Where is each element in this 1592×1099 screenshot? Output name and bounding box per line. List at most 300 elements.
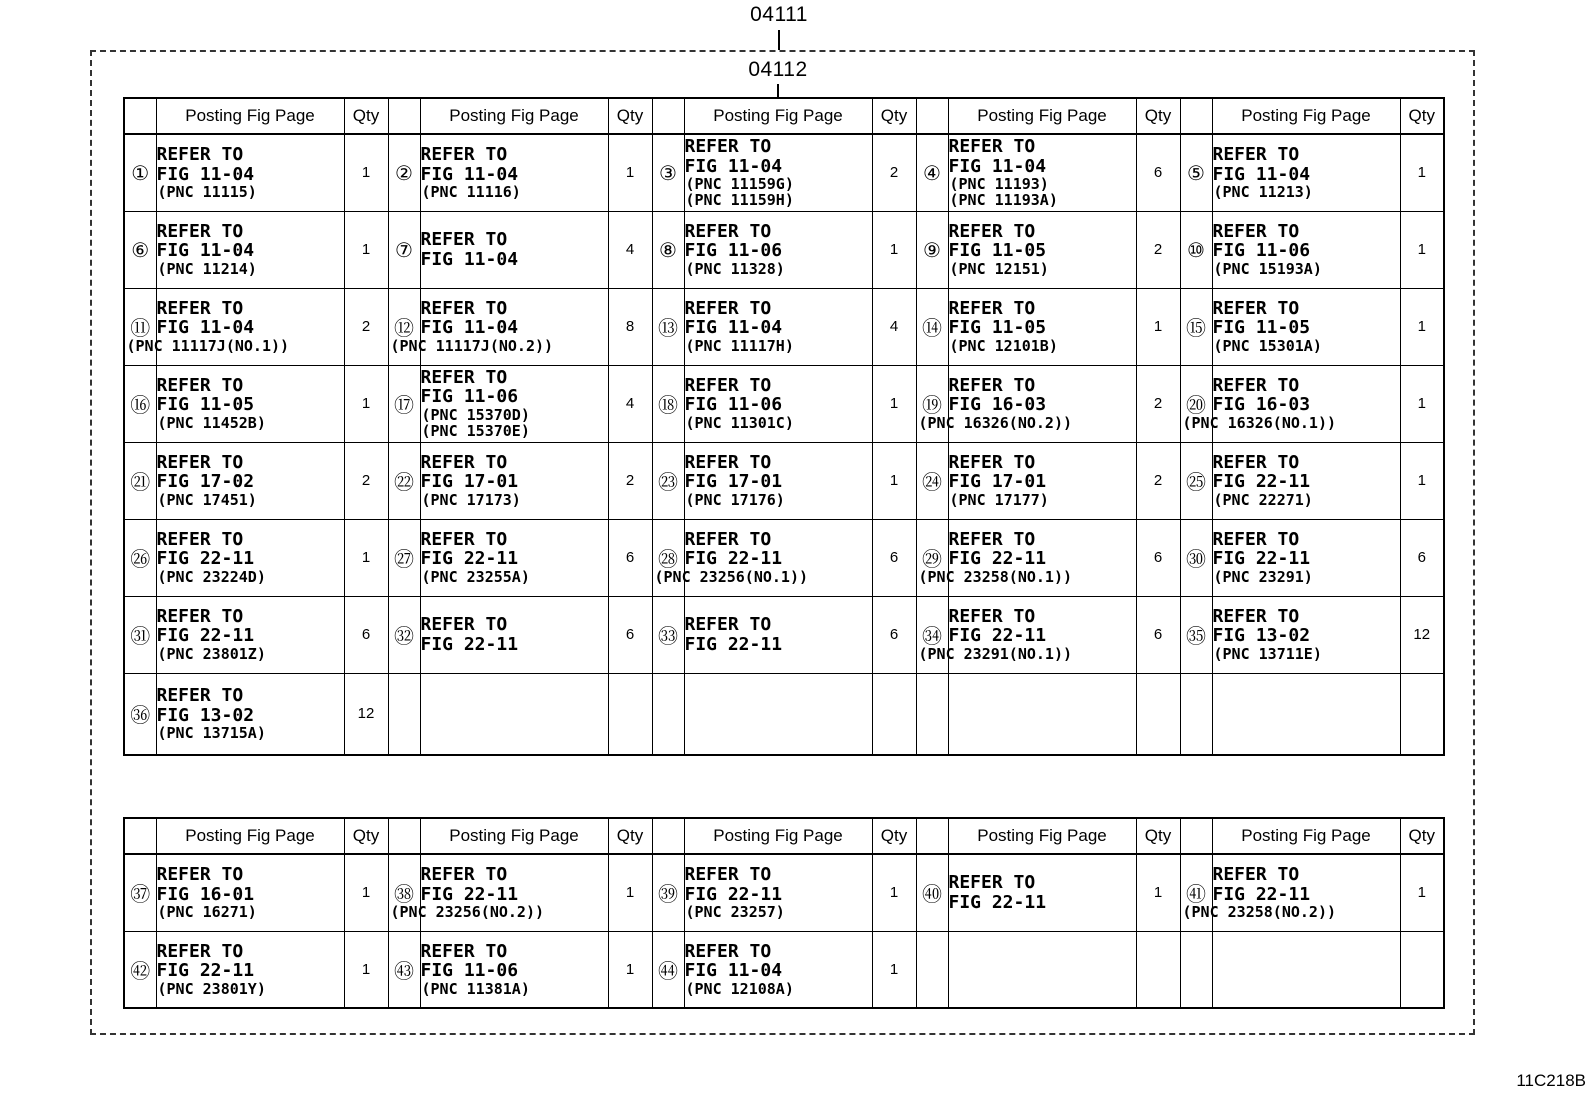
pnc-number: (PNC 11116) xyxy=(421,183,521,202)
item-number: ⑧ xyxy=(652,211,684,288)
reference-line: REFER TO xyxy=(684,940,772,962)
posting-fig-page xyxy=(156,596,344,673)
posting-fig-page xyxy=(156,519,344,596)
quantity: 1 xyxy=(1400,365,1444,442)
reference-line: FIG 11-06 xyxy=(420,386,519,408)
header-qty: Qty xyxy=(872,98,916,134)
header-qty: Qty xyxy=(344,818,388,854)
quantity: 1 xyxy=(1400,854,1444,931)
reference-line: REFER TO xyxy=(1212,374,1300,396)
posting-fig-page xyxy=(156,365,344,442)
pnc-number: (PNC 15370E) xyxy=(421,421,530,440)
reference-line: REFER TO xyxy=(156,940,244,962)
posting-fig-page xyxy=(684,442,872,519)
item-number: ㊷ xyxy=(124,931,156,1008)
posting-fig-page xyxy=(684,288,872,365)
quantity: 4 xyxy=(608,365,652,442)
item-number xyxy=(916,931,948,1008)
header-item-number xyxy=(124,98,156,134)
item-number: ⑪ xyxy=(124,288,156,365)
reference-line: REFER TO xyxy=(948,297,1036,319)
reference-line: FIG 13-02 xyxy=(156,704,255,726)
item-number: ⑭ xyxy=(916,288,948,365)
header-qty: Qty xyxy=(1400,98,1444,134)
item-number: ㉓ xyxy=(652,442,684,519)
pnc-number: (PNC 12101B) xyxy=(949,336,1058,355)
header-qty: Qty xyxy=(608,818,652,854)
item-number: ⑲ xyxy=(916,365,948,442)
pnc-number: (PNC 23256(NO.2)) xyxy=(390,903,545,922)
reference-line: FIG 22-11 xyxy=(420,633,519,655)
item-number: ㉙ xyxy=(916,519,948,596)
reference-line: REFER TO xyxy=(156,528,244,550)
pnc-number: (PNC 16271) xyxy=(157,903,257,922)
reference-line: REFER TO xyxy=(420,940,508,962)
reference-line: REFER TO xyxy=(420,864,508,886)
reference-line: REFER TO xyxy=(684,451,772,473)
reference-line: FIG 11-04 xyxy=(684,155,783,177)
leader-line-04112 xyxy=(777,84,779,98)
reference-line: REFER TO xyxy=(156,864,244,886)
reference-line: REFER TO xyxy=(1212,144,1300,166)
header-item-number xyxy=(1180,818,1212,854)
reference-line: REFER TO xyxy=(948,528,1036,550)
reference-line: REFER TO xyxy=(1212,220,1300,242)
reference-line: REFER TO xyxy=(156,297,244,319)
reference-line: REFER TO xyxy=(156,685,244,707)
table-row xyxy=(124,596,1444,673)
item-number: ㉘ xyxy=(652,519,684,596)
header-item-number xyxy=(388,818,420,854)
quantity: 12 xyxy=(1400,596,1444,673)
header-posting-fig-page: Posting Fig Page xyxy=(156,818,344,854)
parts-table-top xyxy=(123,97,1445,756)
posting-fig-page xyxy=(156,931,344,1008)
header-qty: Qty xyxy=(608,98,652,134)
item-number: ⑰ xyxy=(388,365,420,442)
reference-line: FIG 11-06 xyxy=(420,960,519,982)
quantity: 4 xyxy=(872,288,916,365)
quantity: 2 xyxy=(1136,211,1180,288)
pnc-number: (PNC 11117J(NO.2)) xyxy=(390,336,554,355)
pnc-number: (PNC 23255A) xyxy=(421,567,530,586)
quantity xyxy=(872,673,916,755)
reference-line: REFER TO xyxy=(1212,864,1300,886)
reference-line: REFER TO xyxy=(684,220,772,242)
reference-line: REFER TO xyxy=(156,451,244,473)
reference-line: REFER TO xyxy=(420,528,508,550)
item-number: ㉗ xyxy=(388,519,420,596)
reference-line: REFER TO xyxy=(1212,451,1300,473)
item-number xyxy=(388,673,420,755)
item-number: ㉕ xyxy=(1180,442,1212,519)
reference-line: FIG 11-04 xyxy=(420,317,519,339)
pnc-number: (PNC 23224D) xyxy=(157,567,266,586)
reference-line: REFER TO xyxy=(420,451,508,473)
posting-fig-page xyxy=(156,854,344,931)
header-posting-fig-page: Posting Fig Page xyxy=(420,98,608,134)
posting-fig-page xyxy=(1212,519,1400,596)
quantity: 1 xyxy=(1400,211,1444,288)
reference-line: REFER TO xyxy=(420,366,508,388)
posting-fig-page xyxy=(420,931,608,1008)
reference-line: FIG 11-04 xyxy=(948,155,1047,177)
reference-line: REFER TO xyxy=(684,297,772,319)
reference-line: FIG 22-11 xyxy=(684,548,783,570)
item-number: ⑥ xyxy=(124,211,156,288)
reference-line: REFER TO xyxy=(684,136,772,158)
reference-line: REFER TO xyxy=(948,872,1036,894)
header-item-number xyxy=(388,98,420,134)
reference-line: FIG 22-11 xyxy=(1212,471,1311,493)
pnc-number: (PNC 11115) xyxy=(157,183,257,202)
reference-line: FIG 17-01 xyxy=(684,471,783,493)
item-number: ㉖ xyxy=(124,519,156,596)
quantity: 1 xyxy=(872,442,916,519)
item-number xyxy=(1180,673,1212,755)
item-number: ⑮ xyxy=(1180,288,1212,365)
posting-fig-page xyxy=(420,365,608,442)
item-number: ② xyxy=(388,134,420,211)
item-number: ④ xyxy=(916,134,948,211)
quantity xyxy=(1400,931,1444,1008)
quantity: 1 xyxy=(1136,288,1180,365)
header-posting-fig-page: Posting Fig Page xyxy=(948,818,1136,854)
item-number: ㊶ xyxy=(1180,854,1212,931)
item-number xyxy=(652,673,684,755)
quantity: 1 xyxy=(344,931,388,1008)
pnc-number: (PNC 11159G) xyxy=(685,175,794,193)
header-posting-fig-page: Posting Fig Page xyxy=(948,98,1136,134)
reference-line: FIG 22-11 xyxy=(684,633,783,655)
posting-fig-page xyxy=(684,211,872,288)
posting-fig-page xyxy=(156,442,344,519)
header-item-number xyxy=(124,818,156,854)
table-row xyxy=(124,365,1444,442)
posting-fig-page xyxy=(948,442,1136,519)
reference-line: FIG 22-11 xyxy=(420,548,519,570)
item-number xyxy=(1180,931,1212,1008)
item-number: ㉜ xyxy=(388,596,420,673)
table-row xyxy=(124,288,1444,365)
pnc-number: (PNC 23258(NO.1)) xyxy=(918,567,1073,586)
header-qty: Qty xyxy=(344,98,388,134)
quantity: 1 xyxy=(608,854,652,931)
posting-fig-page xyxy=(948,673,1136,755)
reference-line: FIG 11-04 xyxy=(684,317,783,339)
reference-line: FIG 22-11 xyxy=(1212,883,1311,905)
quantity: 2 xyxy=(1136,365,1180,442)
item-number: ⑨ xyxy=(916,211,948,288)
header-posting-fig-page: Posting Fig Page xyxy=(156,98,344,134)
quantity: 2 xyxy=(872,134,916,211)
reference-line: FIG 16-03 xyxy=(948,394,1047,416)
header-posting-fig-page: Posting Fig Page xyxy=(1212,98,1400,134)
posting-fig-page xyxy=(948,211,1136,288)
item-number: ⑤ xyxy=(1180,134,1212,211)
posting-fig-page xyxy=(420,211,608,288)
header-qty: Qty xyxy=(1400,818,1444,854)
posting-fig-page xyxy=(420,134,608,211)
item-number: ㉝ xyxy=(652,596,684,673)
quantity: 1 xyxy=(344,365,388,442)
reference-line: FIG 22-11 xyxy=(156,625,255,647)
quantity: 6 xyxy=(1136,134,1180,211)
quantity: 2 xyxy=(344,442,388,519)
reference-line: FIG 17-01 xyxy=(420,471,519,493)
reference-line: REFER TO xyxy=(156,605,244,627)
posting-fig-page xyxy=(948,854,1136,931)
pnc-number: (PNC 11117J(NO.1)) xyxy=(126,336,290,355)
item-number: ㉒ xyxy=(388,442,420,519)
reference-line: FIG 11-06 xyxy=(1212,240,1311,262)
item-number: ㉟ xyxy=(1180,596,1212,673)
reference-line: REFER TO xyxy=(948,220,1036,242)
quantity: 6 xyxy=(1136,596,1180,673)
header-item-number xyxy=(916,98,948,134)
assembly-label-04111: 04111 xyxy=(750,3,808,26)
assembly-label-04112: 04112 xyxy=(748,58,808,81)
header-qty: Qty xyxy=(872,818,916,854)
table-row xyxy=(124,931,1444,1008)
reference-line: FIG 22-11 xyxy=(948,548,1047,570)
item-number: ㊵ xyxy=(916,854,948,931)
posting-fig-page xyxy=(420,596,608,673)
quantity: 2 xyxy=(1136,442,1180,519)
quantity: 1 xyxy=(872,931,916,1008)
posting-fig-page xyxy=(420,442,608,519)
reference-line: REFER TO xyxy=(684,864,772,886)
reference-line: REFER TO xyxy=(156,374,244,396)
quantity: 1 xyxy=(1136,854,1180,931)
reference-line: FIG 11-05 xyxy=(156,394,255,416)
reference-line: FIG 22-11 xyxy=(684,883,783,905)
posting-fig-page xyxy=(1212,673,1400,755)
item-number: ⑱ xyxy=(652,365,684,442)
item-number: ⑬ xyxy=(652,288,684,365)
posting-fig-page xyxy=(156,673,344,755)
pnc-number: (PNC 11193A) xyxy=(949,191,1058,210)
reference-line: FIG 16-03 xyxy=(1212,394,1311,416)
table-row xyxy=(124,673,1444,755)
posting-fig-page xyxy=(948,288,1136,365)
reference-line: REFER TO xyxy=(420,144,508,166)
reference-line: REFER TO xyxy=(948,605,1036,627)
item-number: ㊳ xyxy=(388,854,420,931)
pnc-number: (PNC 11193) xyxy=(949,175,1049,193)
quantity xyxy=(1136,931,1180,1008)
header-item-number xyxy=(652,98,684,134)
reference-line: REFER TO xyxy=(420,614,508,636)
item-number: ㉑ xyxy=(124,442,156,519)
pnc-number: (PNC 16326(NO.1)) xyxy=(1182,413,1337,432)
item-number: ⑳ xyxy=(1180,365,1212,442)
quantity: 6 xyxy=(1400,519,1444,596)
posting-fig-page xyxy=(156,211,344,288)
reference-line: FIG 11-06 xyxy=(684,394,783,416)
reference-line: REFER TO xyxy=(1212,605,1300,627)
quantity: 2 xyxy=(608,442,652,519)
pnc-number: (PNC 23256(NO.1)) xyxy=(654,567,809,586)
pnc-number: (PNC 11301C) xyxy=(685,413,794,432)
item-number: ⑩ xyxy=(1180,211,1212,288)
reference-line: FIG 13-02 xyxy=(1212,625,1311,647)
pnc-number: (PNC 23291(NO.1)) xyxy=(918,644,1073,663)
pnc-number: (PNC 11159H) xyxy=(685,191,794,210)
header-item-number xyxy=(1180,98,1212,134)
reference-line: FIG 11-05 xyxy=(948,317,1047,339)
leader-line-04111 xyxy=(778,30,780,50)
quantity: 1 xyxy=(872,854,916,931)
pnc-number: (PNC 23257) xyxy=(685,903,785,922)
item-number: ⑫ xyxy=(388,288,420,365)
item-number: ㊱ xyxy=(124,673,156,755)
reference-line: FIG 11-04 xyxy=(156,317,255,339)
table-row xyxy=(124,519,1444,596)
reference-line: FIG 11-04 xyxy=(420,248,519,270)
table-row xyxy=(124,134,1444,211)
posting-fig-page xyxy=(1212,931,1400,1008)
pnc-number: (PNC 17173) xyxy=(421,490,521,509)
quantity: 1 xyxy=(344,211,388,288)
reference-line: FIG 11-04 xyxy=(156,163,255,185)
posting-fig-page xyxy=(1212,134,1400,211)
quantity: 1 xyxy=(872,211,916,288)
reference-line: FIG 22-11 xyxy=(948,891,1047,913)
posting-fig-page xyxy=(1212,211,1400,288)
pnc-number: (PNC 23291) xyxy=(1213,567,1313,586)
posting-fig-page xyxy=(126,288,344,365)
pnc-number: (PNC 11381A) xyxy=(421,979,530,998)
reference-line: REFER TO xyxy=(948,451,1036,473)
pnc-number: (PNC 16326(NO.2)) xyxy=(918,413,1073,432)
parts-table-bottom xyxy=(123,817,1445,1009)
quantity: 1 xyxy=(1400,442,1444,519)
pnc-number: (PNC 23801Z) xyxy=(157,644,266,663)
reference-line: REFER TO xyxy=(948,136,1036,158)
quantity: 6 xyxy=(872,519,916,596)
pnc-number: (PNC 11328) xyxy=(685,259,785,278)
item-number: ㊴ xyxy=(652,854,684,931)
illustration-code: 11C218B xyxy=(1516,1071,1586,1090)
item-number: ⑦ xyxy=(388,211,420,288)
reference-line: REFER TO xyxy=(1212,528,1300,550)
reference-line: FIG 22-11 xyxy=(1212,548,1311,570)
posting-fig-page xyxy=(1212,442,1400,519)
reference-line: REFER TO xyxy=(1212,297,1300,319)
pnc-number: (PNC 17451) xyxy=(157,490,257,509)
quantity: 4 xyxy=(608,211,652,288)
quantity: 6 xyxy=(344,596,388,673)
posting-fig-page xyxy=(684,365,872,442)
posting-fig-page xyxy=(420,519,608,596)
reference-line: FIG 17-02 xyxy=(156,471,255,493)
item-number: ㉞ xyxy=(916,596,948,673)
posting-fig-page xyxy=(684,134,872,211)
quantity: 1 xyxy=(608,931,652,1008)
header-posting-fig-page: Posting Fig Page xyxy=(420,818,608,854)
pnc-number: (PNC 11214) xyxy=(157,259,257,278)
item-number xyxy=(916,673,948,755)
pnc-number: (PNC 11213) xyxy=(1213,183,1313,202)
reference-line: FIG 11-04 xyxy=(1212,163,1311,185)
table-row xyxy=(124,442,1444,519)
header-posting-fig-page: Posting Fig Page xyxy=(684,818,872,854)
quantity: 1 xyxy=(608,134,652,211)
posting-fig-page xyxy=(948,134,1136,211)
reference-line: FIG 11-04 xyxy=(684,960,783,982)
quantity: 6 xyxy=(872,596,916,673)
quantity: 1 xyxy=(1400,288,1444,365)
item-number: ㊲ xyxy=(124,854,156,931)
reference-line: FIG 22-11 xyxy=(948,625,1047,647)
quantity xyxy=(608,673,652,755)
quantity: 6 xyxy=(1136,519,1180,596)
posting-fig-page xyxy=(684,673,872,755)
header-item-number xyxy=(916,818,948,854)
pnc-number: (PNC 17176) xyxy=(685,490,785,509)
posting-fig-page xyxy=(1212,288,1400,365)
quantity xyxy=(1400,673,1444,755)
quantity: 12 xyxy=(344,673,388,755)
item-number: ① xyxy=(124,134,156,211)
quantity: 1 xyxy=(872,365,916,442)
pnc-number: (PNC 11117H) xyxy=(685,336,794,355)
quantity xyxy=(1136,673,1180,755)
reference-line: FIG 22-11 xyxy=(156,960,255,982)
item-number: ⑯ xyxy=(124,365,156,442)
item-number: ㉚ xyxy=(1180,519,1212,596)
reference-line: REFER TO xyxy=(948,374,1036,396)
reference-line: FIG 22-11 xyxy=(156,548,255,570)
pnc-number: (PNC 13715A) xyxy=(157,724,266,743)
posting-fig-page xyxy=(156,134,344,211)
pnc-number: (PNC 23801Y) xyxy=(157,979,266,998)
quantity: 2 xyxy=(344,288,388,365)
quantity: 8 xyxy=(608,288,652,365)
posting-fig-page xyxy=(684,854,872,931)
reference-line: FIG 11-05 xyxy=(1212,317,1311,339)
pnc-number: (PNC 15301A) xyxy=(1213,336,1322,355)
reference-line: FIG 17-01 xyxy=(948,471,1047,493)
item-number: ③ xyxy=(652,134,684,211)
reference-line: FIG 11-04 xyxy=(420,163,519,185)
quantity: 6 xyxy=(608,519,652,596)
reference-line: REFER TO xyxy=(420,229,508,251)
pnc-number: (PNC 15193A) xyxy=(1213,259,1322,278)
reference-line: REFER TO xyxy=(420,297,508,319)
reference-line: REFER TO xyxy=(684,614,772,636)
posting-fig-page xyxy=(420,673,608,755)
quantity: 1 xyxy=(1400,134,1444,211)
quantity: 1 xyxy=(344,519,388,596)
reference-line: REFER TO xyxy=(156,144,244,166)
pnc-number: (PNC 15370D) xyxy=(421,405,530,424)
header-item-number xyxy=(652,818,684,854)
table-row xyxy=(124,854,1444,931)
pnc-number: (PNC 12108A) xyxy=(685,979,794,998)
header-qty: Qty xyxy=(1136,98,1180,134)
pnc-number: (PNC 23258(NO.2)) xyxy=(1182,903,1337,922)
header-posting-fig-page: Posting Fig Page xyxy=(1212,818,1400,854)
pnc-number: (PNC 17177) xyxy=(949,490,1049,509)
posting-fig-page xyxy=(684,596,872,673)
reference-line: REFER TO xyxy=(684,528,772,550)
quantity: 6 xyxy=(608,596,652,673)
table-row xyxy=(124,211,1444,288)
item-number: ㉛ xyxy=(124,596,156,673)
header-posting-fig-page: Posting Fig Page xyxy=(684,98,872,134)
